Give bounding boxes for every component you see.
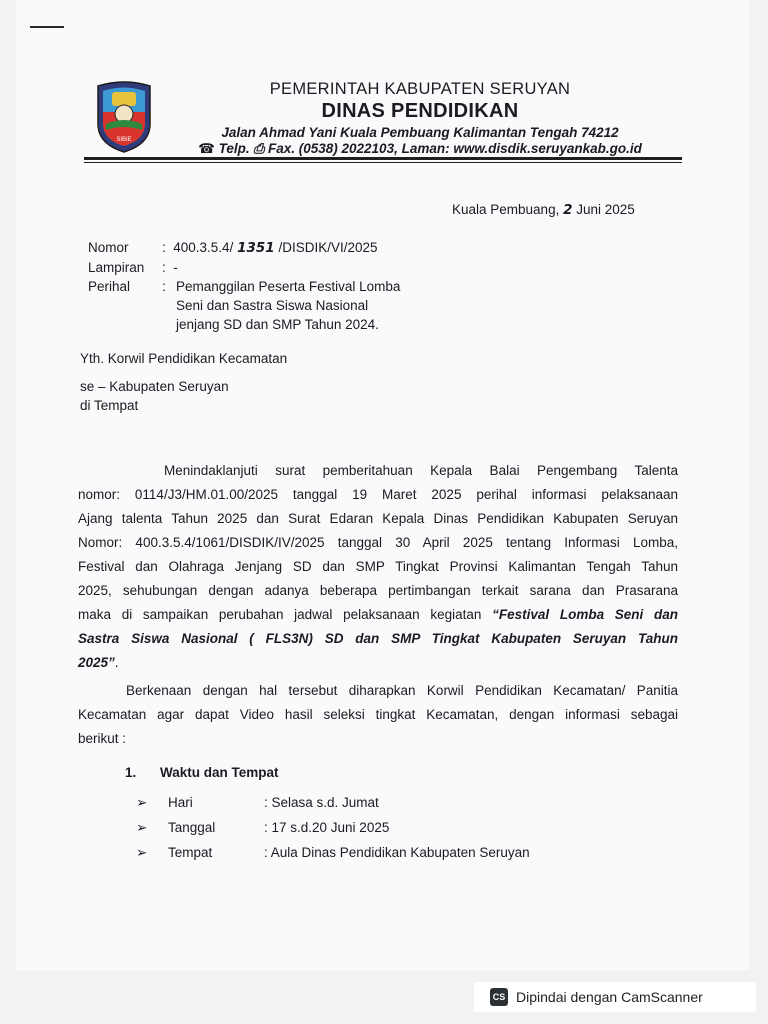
tempat-label: Tempat bbox=[168, 845, 213, 860]
recipient-line-1: Yth. Korwil Pendidikan Kecamatan bbox=[80, 351, 288, 366]
bullet-icon: ➢ bbox=[136, 795, 148, 810]
date-month-year: Juni 2025 bbox=[576, 202, 635, 217]
letterhead-rule-thin bbox=[84, 162, 682, 163]
date-day-handwritten: 2 bbox=[563, 202, 573, 218]
event-title-part-1: “Festival Lomba Seni dan bbox=[492, 607, 678, 622]
perihal-line-1: Pemanggilan Peserta Festival Lomba bbox=[176, 279, 401, 294]
body-p1-line-1: Menindaklanjuti surat pemberitahuan Kepala Balai Pengembang Talenta bbox=[164, 463, 678, 478]
event-title-part-3: 2025” bbox=[78, 655, 115, 670]
recipient-line-2: se – Kabupaten Seruyan bbox=[80, 379, 229, 394]
body-p1-line-3: Ajang talenta Tahun 2025 dan Surat Edaran Kepala Dinas Pendidikan Kabupaten Seruyan bbox=[78, 511, 678, 526]
tanggal-value: : 17 s.d.20 Juni 2025 bbox=[264, 820, 390, 835]
recipient-line-3: di Tempat bbox=[80, 398, 139, 413]
body-p2-line-1: Berkenaan dengan hal tersebut diharapkan Korwil Pendidikan Kecamatan/ Panitia bbox=[126, 683, 678, 698]
section-title: Waktu dan Tempat bbox=[160, 765, 279, 780]
letterhead bbox=[160, 80, 680, 157]
bullet-icon: ➢ bbox=[136, 820, 148, 835]
seruyan-emblem-logo bbox=[92, 80, 156, 154]
body-p1-line-4: Nomor: 400.3.5.4/1061/DISDIK/IV/2025 tanggal 30 April 2025 tentang Informasi Lomba, bbox=[78, 535, 678, 550]
body-p2-line-2: Kecamatan agar dapat Video hasil seleksi tingkat Kecamatan, dengan informasi sebagai bbox=[78, 707, 678, 722]
camscanner-label: Dipindai dengan CamScanner bbox=[516, 989, 703, 1005]
body-p2-line-3: berikut : bbox=[78, 731, 127, 746]
letterhead-contact: ☎ Telp. ⎙ Fax. (0538) 2022103, Laman: www.disdik.seruyankab.go.id bbox=[198, 141, 642, 156]
scan-mark bbox=[30, 26, 64, 28]
tanggal-label: Tanggal bbox=[168, 820, 216, 835]
hari-label: Hari bbox=[168, 795, 193, 810]
letterhead-address: Jalan Ahmad Yani Kuala Pembuang Kalimantan Tengah 74212 bbox=[221, 125, 619, 140]
lampiran-label: Lampiran bbox=[88, 260, 145, 275]
body-p1-line-6: 2025, sehubungan dengan adanya beberapa pertimbangan terkait sarana dan Prasarana bbox=[78, 583, 678, 598]
perihal-line-3: jenjang SD dan SMP Tahun 2024. bbox=[176, 317, 379, 332]
letterhead-government: PEMERINTAH KABUPATEN SERUYAN bbox=[269, 80, 571, 98]
letterhead-agency: DINAS PENDIDIKAN bbox=[321, 100, 519, 122]
nomor-handwritten: 1351 bbox=[237, 240, 275, 256]
section-number: 1. bbox=[125, 765, 137, 780]
body-p1-line-2: nomor: 0114/J3/HM.01.00/2025 tanggal 19 Maret 2025 perihal informasi pelaksanaan bbox=[78, 487, 678, 502]
perihal-colon: : bbox=[162, 279, 166, 294]
hari-value: : Selasa s.d. Jumat bbox=[264, 795, 379, 810]
nomor-label: Nomor bbox=[88, 240, 129, 255]
camscanner-icon: CS bbox=[490, 988, 508, 1006]
event-title-part-2: Sastra Siswa Nasional ( FLS3N) SD dan SMP Tingkat Kabupaten Seruyan Tahun bbox=[78, 631, 678, 646]
place-date bbox=[452, 202, 635, 218]
perihal-line-2: Seni dan Sastra Siswa Nasional bbox=[176, 298, 369, 313]
bullet-icon: ➢ bbox=[136, 845, 148, 860]
body-p1-line-7: maka di sampaikan perubahan jadwal pelaksanaan kegiatan “Festival Lomba Seni dan bbox=[78, 607, 678, 622]
body-p1-line-9: 2025”. bbox=[78, 655, 119, 670]
camscanner-watermark bbox=[474, 982, 756, 1012]
lampiran-value: : - bbox=[162, 260, 178, 275]
body-p1-line-5: Festival dan Olahraga Jenjang SD dan SMP Tingkat Provinsi Kalimantan Tengah Tahun bbox=[78, 559, 678, 574]
letterhead-rule-thick bbox=[84, 157, 682, 160]
tempat-value: : Aula Dinas Pendidikan Kabupaten Seruyan bbox=[264, 845, 530, 860]
nomor-value: : 400.3.5.4/ 1351 /DISDIK/VI/2025 bbox=[162, 240, 378, 256]
perihal-label: Perihal bbox=[88, 279, 131, 294]
date-place: Kuala Pembuang, bbox=[452, 202, 560, 217]
logo-text: SIBIE bbox=[116, 137, 132, 143]
